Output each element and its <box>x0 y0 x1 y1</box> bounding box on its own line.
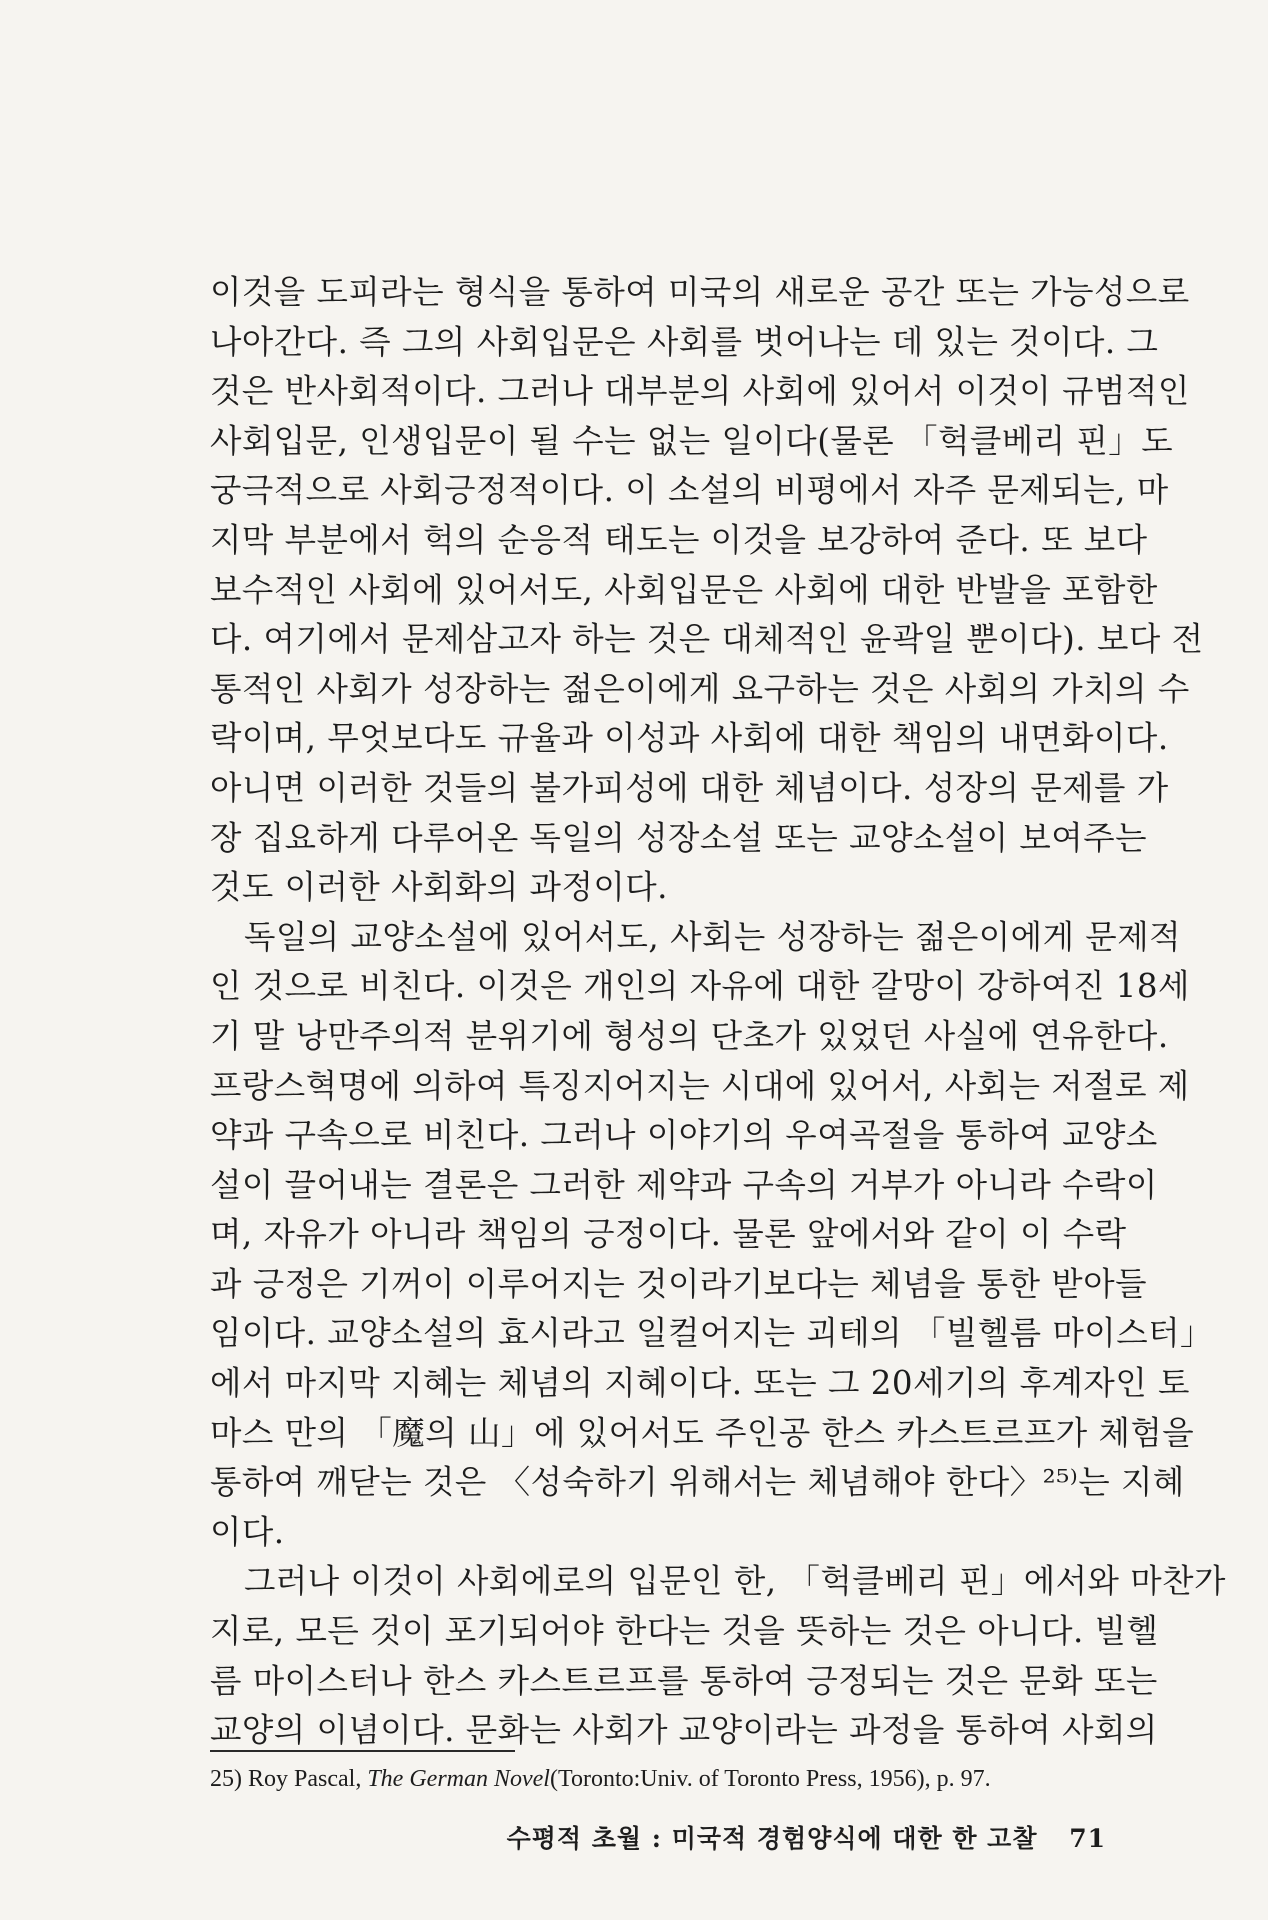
text-line: 궁극적으로 사회긍정적이다. 이 소설의 비평에서 자주 문제되는, 마 <box>210 471 1169 510</box>
footnote-publication: (Toronto:Univ. of Toronto Press, 1956), p. 97. <box>549 1766 991 1792</box>
text-line: 나아간다. 즉 그의 사회입문은 사회를 벗어나는 데 있는 것이다. 그 <box>210 322 1159 361</box>
footnote-divider <box>210 1750 515 1752</box>
text-line: 름 마이스터나 한스 카스트르프를 통하여 긍정되는 것은 문화 또는 <box>210 1661 1158 1700</box>
text-line: 며, 자유가 아니라 책임의 긍정이다. 물론 앞에서와 같이 이 수락 <box>210 1215 1127 1254</box>
text-line: 다. 여기에서 문제삼고자 하는 것은 대체적인 윤곽일 뿐이다). 보다 전 <box>210 620 1204 659</box>
text-line: 교양의 이념이다. 문화는 사회가 교양이라는 과정을 통하여 사회의 <box>210 1711 1158 1750</box>
text-line: 설이 끌어내는 결론은 그러한 제약과 구속의 거부가 아니라 수락이 <box>210 1165 1158 1204</box>
text-line: 지막 부분에서 헉의 순응적 태도는 이것을 보강하여 준다. 또 보다 <box>210 520 1148 559</box>
text-line: 독일의 교양소설에 있어서도, 사회는 성장하는 젊은이에게 문제적 <box>244 917 1181 956</box>
footnote <box>210 1763 1120 1795</box>
text-line: 기 말 낭만주의적 분위기에 형성의 단초가 있었던 사실에 연유한다. <box>210 1016 1169 1055</box>
running-footer <box>507 1822 1106 1856</box>
text-line: 이다. <box>210 1512 285 1551</box>
text-line: 장 집요하게 다루어온 독일의 성장소설 또는 교양소설이 보여주는 <box>210 818 1147 857</box>
text-line: 과 긍정은 기꺼이 이루어지는 것이라기보다는 체념을 통한 받아들 <box>210 1264 1147 1303</box>
text-line: 이것을 도피라는 형식을 통하여 미국의 새로운 공간 또는 가능성으로 <box>210 273 1190 311</box>
paragraph-3 <box>210 1557 1226 1755</box>
text-line: 에서 마지막 지혜는 체념의 지혜이다. 또는 그 20세기의 후계자인 토 <box>210 1364 1190 1403</box>
running-footer-title: 수평적 초월 : 미국적 경험양식에 대한 한 고찰 <box>506 1824 1038 1853</box>
text-line: 약과 구속으로 비친다. 그러나 이야기의 우여곡절을 통하여 교양소 <box>210 1116 1158 1155</box>
footnote-number: 25) <box>210 1766 242 1792</box>
text-line: 프랑스혁명에 의하여 특징지어지는 시대에 있어서, 사회는 저절로 제 <box>210 1066 1190 1105</box>
text-line: 인 것으로 비친다. 이것은 개인의 자유에 대한 갈망이 강하여진 18세 <box>210 967 1190 1006</box>
text-line: 임이다. 교양소설의 효시라고 일컬어지는 괴테의 「빌헬름 마이스터」 <box>210 1314 1213 1353</box>
text-line: 것도 이러한 사회화의 과정이다. <box>210 868 668 907</box>
body-text <box>210 268 1226 1756</box>
text-line: 락이며, 무엇보다도 규율과 이성과 사회에 대한 책임의 내면화이다. <box>210 719 1169 758</box>
paragraph-1 <box>210 268 1204 913</box>
text-line: 지로, 모든 것이 포기되어야 한다는 것을 뜻하는 것은 아니다. 빌헬 <box>210 1612 1159 1651</box>
text-line: 통적인 사회가 성장하는 젊은이에게 요구하는 것은 사회의 가치의 수 <box>210 669 1190 708</box>
text-line: 아니면 이러한 것들의 불가피성에 대한 체념이다. 성장의 문제를 가 <box>210 768 1169 807</box>
footnote-author: Roy Pascal, <box>248 1766 362 1792</box>
footnote-title: The German Novel <box>367 1766 550 1792</box>
paragraph-2 <box>210 913 1213 1558</box>
text-line: 보수적인 사회에 있어서도, 사회입문은 사회에 대한 반발을 포함한 <box>210 570 1158 609</box>
text-line: 마스 만의 「魔의 山」에 있어서도 주인공 한스 카스트르프가 체험을 <box>210 1413 1195 1452</box>
page-number: 71 <box>1069 1824 1106 1853</box>
text-line: 것은 반사회적이다. 그러나 대부분의 사회에 있어서 이것이 규범적인 <box>210 372 1190 411</box>
text-line: 사회입문, 인생입문이 될 수는 없는 일이다(물론 「헉클베리 핀」도 <box>210 421 1174 460</box>
text-line: 통하여 깨닫는 것은 〈성숙하기 위해서는 체념해야 한다〉²⁵⁾는 지혜 <box>210 1463 1185 1502</box>
text-line: 그러나 이것이 사회에로의 입문인 한, 「헉클베리 핀」에서와 마찬가 <box>244 1562 1226 1601</box>
